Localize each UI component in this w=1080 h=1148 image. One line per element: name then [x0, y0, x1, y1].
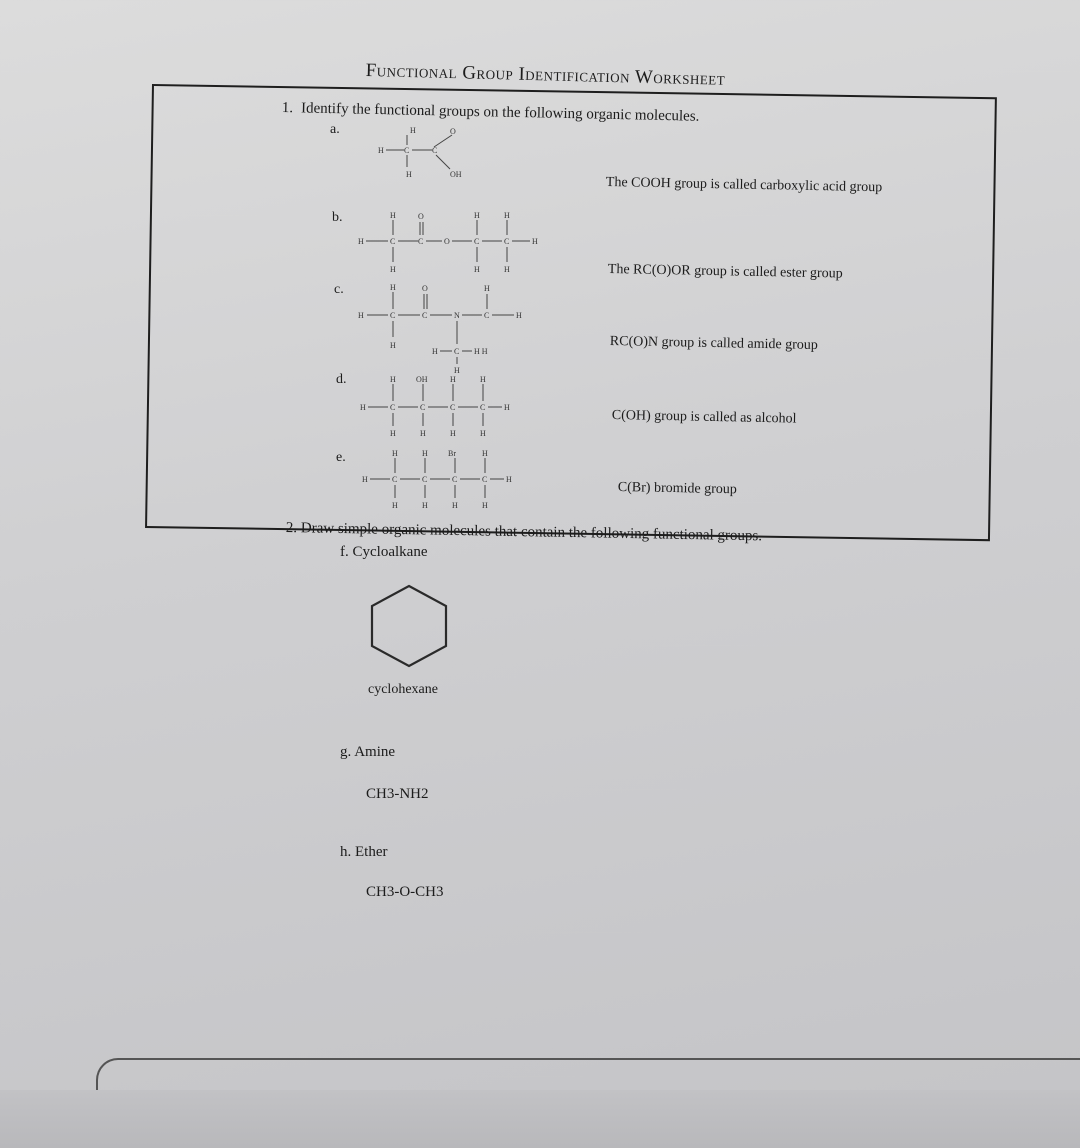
svg-text:H: H — [532, 237, 538, 246]
svg-text:H: H — [504, 265, 510, 274]
lower-sheet-edge — [0, 1090, 1080, 1148]
svg-text:C: C — [484, 311, 490, 320]
svg-text:C: C — [420, 403, 426, 412]
svg-text:OH: OH — [450, 170, 462, 179]
part-f-letter: f. — [340, 544, 349, 560]
svg-text:H: H — [390, 429, 396, 438]
svg-text:H: H — [360, 403, 366, 412]
svg-text:H: H — [504, 211, 510, 220]
svg-text:H: H — [410, 126, 416, 135]
svg-text:C: C — [452, 475, 458, 484]
part-g-letter: g. — [340, 744, 352, 760]
svg-text:C: C — [474, 237, 480, 246]
item-c-answer: RC(O)N group is called amide group — [609, 334, 818, 353]
part-f-answer: cyclohexane — [368, 682, 438, 697]
molecule-d-structure — [358, 374, 518, 440]
svg-text:H: H — [422, 501, 428, 510]
svg-text:H: H — [392, 449, 398, 458]
molecule-a-structure — [370, 125, 480, 180]
svg-text:H: H — [362, 475, 368, 484]
svg-text:C: C — [482, 475, 488, 484]
item-b-letter: b. — [332, 210, 343, 225]
svg-text:H: H — [482, 501, 488, 510]
svg-text:H: H — [474, 211, 480, 220]
molecule-b-structure — [356, 210, 546, 280]
svg-text:H: H — [450, 375, 456, 384]
question-2-number: 2. — [285, 520, 298, 537]
item-b-answer: The RC(O)OR group is called ester group — [607, 262, 843, 282]
svg-text:H: H — [480, 375, 486, 384]
item-a-answer: The COOH group is called carboxylic acid group — [605, 174, 883, 196]
svg-text:H: H — [504, 403, 510, 412]
svg-text:H: H — [358, 311, 364, 320]
part-f-label: Cycloalkane — [352, 544, 428, 560]
svg-text:H: H — [452, 501, 458, 510]
svg-text:H: H — [482, 449, 488, 458]
molecule-e-structure — [360, 446, 520, 512]
svg-text:C: C — [450, 403, 456, 412]
svg-text:C: C — [432, 146, 438, 155]
svg-text:N: N — [454, 311, 460, 320]
svg-text:H: H — [484, 284, 490, 293]
part-g-answer: CH3-NH2 — [366, 786, 429, 802]
svg-text:C: C — [404, 146, 410, 155]
svg-text:H: H — [390, 375, 396, 384]
svg-text:H: H — [358, 237, 364, 246]
part-h-answer: CH3-O-CH3 — [366, 884, 444, 900]
svg-text:C: C — [422, 475, 428, 484]
svg-text:H: H — [390, 265, 396, 274]
svg-text:O: O — [444, 237, 450, 246]
svg-text:H H: H H — [474, 347, 488, 356]
question-1-number: 1. — [281, 100, 294, 117]
svg-text:H: H — [392, 501, 398, 510]
svg-text:H: H — [432, 347, 438, 356]
svg-text:C: C — [390, 311, 396, 320]
svg-text:OH: OH — [416, 375, 428, 384]
svg-text:O: O — [422, 284, 428, 293]
svg-text:O: O — [450, 127, 456, 136]
svg-text:C: C — [422, 311, 428, 320]
part-f — [340, 544, 427, 561]
item-a-letter: a. — [330, 122, 340, 137]
worksheet-title: Functional Group Identification Worksheet — [365, 60, 726, 90]
item-e-answer: C(Br) bromide group — [617, 480, 737, 498]
svg-text:H: H — [406, 170, 412, 179]
part-g — [340, 744, 395, 761]
question-1-text: Identify the functional groups on the following organic molecules. — [300, 100, 700, 125]
svg-text:H: H — [420, 429, 426, 438]
svg-text:O: O — [418, 212, 424, 221]
question-2-text: Draw simple organic molecules that contain the following functional groups. — [300, 520, 763, 545]
svg-text:H: H — [480, 429, 486, 438]
svg-text:H: H — [454, 366, 460, 375]
item-c-letter: c. — [334, 282, 344, 297]
svg-text:C: C — [390, 403, 396, 412]
page-edge-line — [96, 1058, 1080, 1090]
svg-text:H: H — [506, 475, 512, 484]
part-h-label: Ether — [355, 844, 388, 860]
item-e-letter: e. — [336, 450, 346, 465]
svg-text:C: C — [392, 475, 398, 484]
svg-text:C: C — [454, 347, 460, 356]
molecule-c-structure — [358, 282, 538, 377]
part-h — [340, 844, 387, 861]
part-g-label: Amine — [354, 744, 396, 760]
svg-text:H: H — [474, 265, 480, 274]
question-1-box — [145, 84, 997, 541]
svg-text:H: H — [516, 311, 522, 320]
svg-text:C: C — [418, 237, 424, 246]
svg-text:C: C — [480, 403, 486, 412]
svg-text:H: H — [450, 429, 456, 438]
svg-text:H: H — [422, 449, 428, 458]
item-d-answer: C(OH) group is called as alcohol — [611, 408, 797, 427]
svg-text:C: C — [390, 237, 396, 246]
svg-text:H: H — [390, 341, 396, 350]
svg-text:C: C — [504, 237, 510, 246]
svg-text:H: H — [390, 211, 396, 220]
part-h-letter: h. — [340, 844, 352, 860]
svg-text:H: H — [378, 146, 384, 155]
svg-text:Br: Br — [448, 449, 456, 458]
svg-text:H: H — [390, 283, 396, 292]
item-d-letter: d. — [336, 372, 347, 387]
cyclohexane-ring — [368, 584, 450, 668]
